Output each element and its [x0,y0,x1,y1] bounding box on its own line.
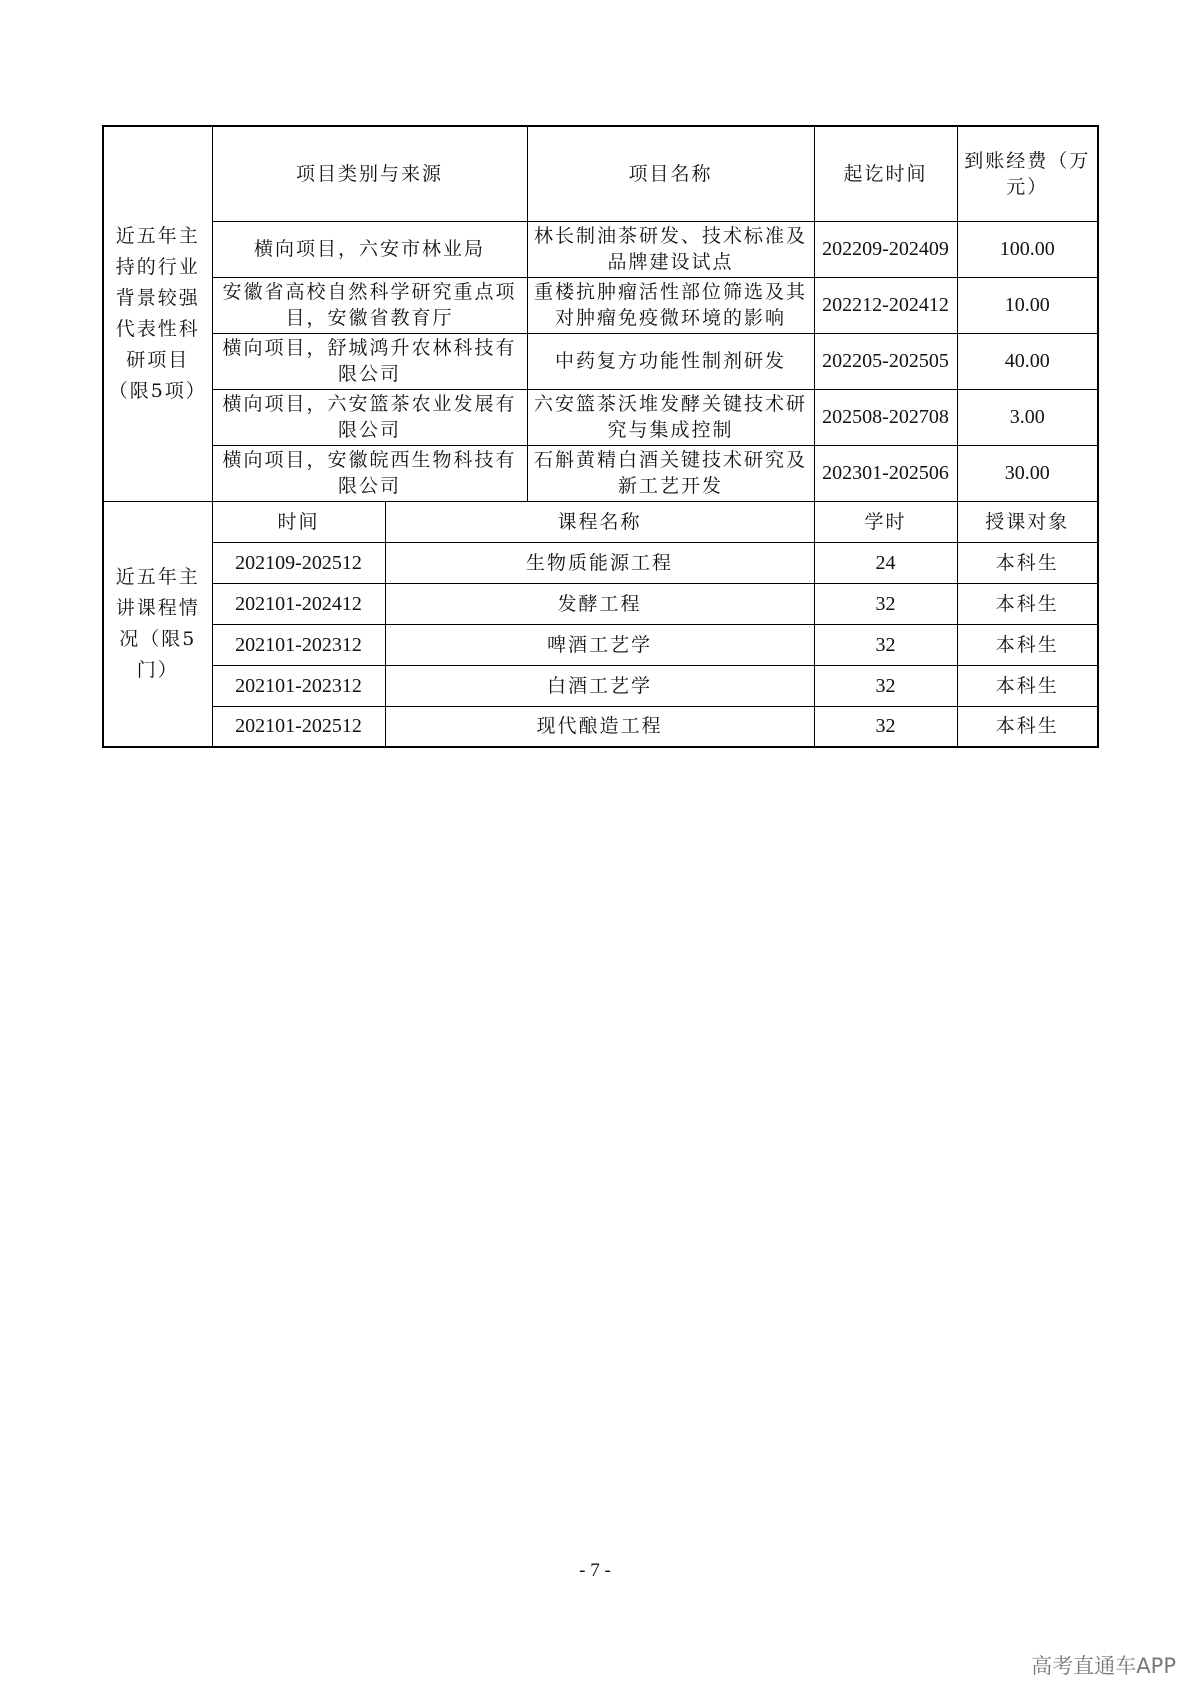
research-row [103,221,1098,277]
research-period: 202212-202412 [814,277,957,333]
course-audience: 本科生 [957,706,1098,747]
course-hours: 24 [814,542,957,583]
watermark: 高考直通车APP [1031,1654,1176,1678]
research-source: 横向项目，六安篮茶农业发展有限公司 [212,389,527,445]
research-funds: 30.00 [957,445,1098,501]
research-period: 202301-202506 [814,445,957,501]
course-name: 生物质能源工程 [385,542,814,583]
course-row [103,542,1098,583]
page-number: - 7 - [579,1560,611,1581]
header-course-name: 课程名称 [385,501,814,542]
research-name: 林长制油茶研发、技术标准及品牌建设试点 [527,221,814,277]
course-hours: 32 [814,665,957,706]
research-row [103,389,1098,445]
course-name: 发酵工程 [385,583,814,624]
research-period: 202209-202409 [814,221,957,277]
research-name: 中药复方功能性制剂研发 [527,333,814,389]
research-funds: 10.00 [957,277,1098,333]
course-row [103,706,1098,747]
research-funds: 3.00 [957,389,1098,445]
research-source: 横向项目，舒城鸿升农林科技有限公司 [212,333,527,389]
header-project-name: 项目名称 [527,126,814,221]
research-source: 横向项目，六安市林业局 [212,221,527,277]
course-name: 啤酒工艺学 [385,624,814,665]
header-period: 起讫时间 [814,126,957,221]
research-period: 202205-202505 [814,333,957,389]
course-audience: 本科生 [957,583,1098,624]
course-time: 202101-202412 [212,583,385,624]
course-time: 202101-202312 [212,624,385,665]
research-period: 202508-202708 [814,389,957,445]
research-row [103,333,1098,389]
research-name: 重楼抗肿瘤活性部位筛选及其对肿瘤免疫微环境的影响 [527,277,814,333]
course-row [103,583,1098,624]
research-side-label: 近五年主持的行业背景较强代表性科研项目（限5项） [103,126,212,501]
course-hours: 32 [814,583,957,624]
course-row [103,665,1098,706]
course-hours: 32 [814,624,957,665]
research-source: 安徽省高校自然科学研究重点项目，安徽省教育厅 [212,277,527,333]
course-time: 202101-202512 [212,706,385,747]
research-name: 石斛黄精白酒关键技术研究及新工艺开发 [527,445,814,501]
course-time: 202101-202312 [212,665,385,706]
course-name: 白酒工艺学 [385,665,814,706]
info-table [102,125,1099,748]
course-audience: 本科生 [957,665,1098,706]
research-row [103,277,1098,333]
course-hours: 32 [814,706,957,747]
courses-side-label: 近五年主讲课程情况（限5门） [103,501,212,747]
research-source: 横向项目，安徽皖西生物科技有限公司 [212,445,527,501]
course-time: 202109-202512 [212,542,385,583]
research-funds: 100.00 [957,221,1098,277]
course-audience: 本科生 [957,542,1098,583]
course-row [103,624,1098,665]
header-source: 项目类别与来源 [212,126,527,221]
header-funds: 到账经费（万元） [957,126,1098,221]
course-audience: 本科生 [957,624,1098,665]
research-funds: 40.00 [957,333,1098,389]
header-audience: 授课对象 [957,501,1098,542]
header-hours: 学时 [814,501,957,542]
research-row [103,445,1098,501]
course-name: 现代酿造工程 [385,706,814,747]
research-name: 六安篮茶沃堆发酵关键技术研究与集成控制 [527,389,814,445]
header-course-time: 时间 [212,501,385,542]
